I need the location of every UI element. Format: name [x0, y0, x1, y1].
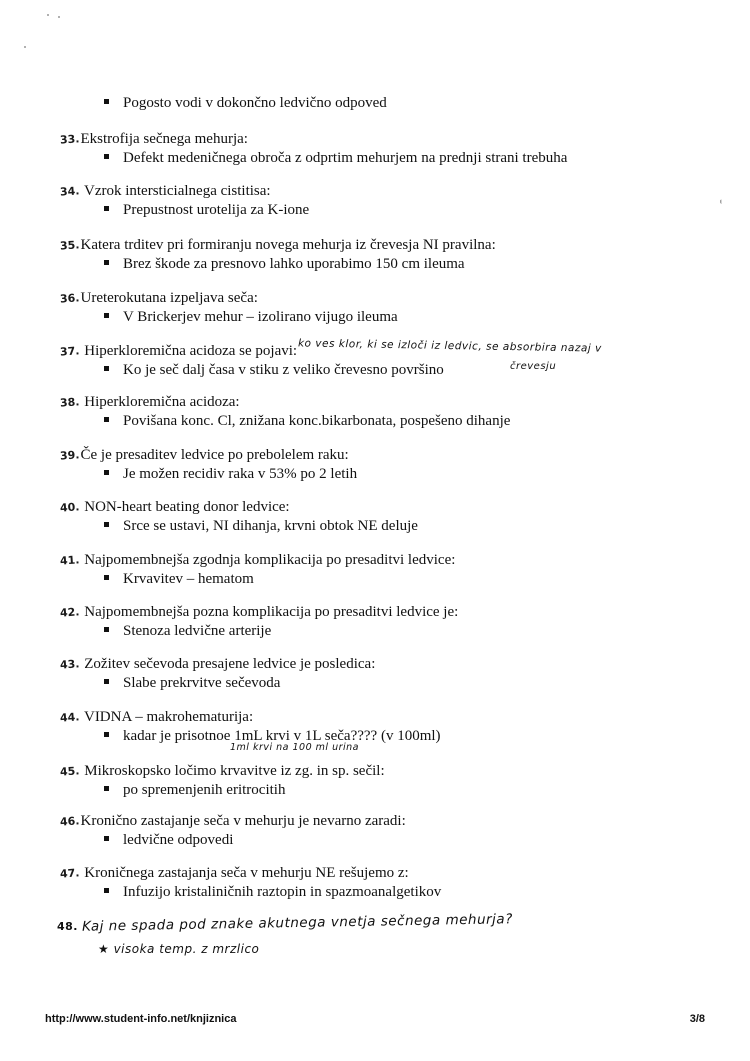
- scan-speck: [47, 14, 49, 16]
- answer-line: [104, 412, 740, 430]
- answer-text: Stenoza ledvične arterije: [123, 623, 272, 639]
- bullet-icon: [104, 786, 109, 791]
- list-item: [60, 94, 740, 112]
- question-text: Če je presaditev ledvice po prebolelem raku:: [80, 447, 349, 463]
- bullet-icon: [104, 732, 109, 737]
- handwritten-note: ko ves klor, ki se izloči iz ledvic, se absorbira nazaj v: [297, 337, 602, 355]
- list-item: [60, 864, 740, 901]
- question-number: 35.: [59, 238, 80, 253]
- question-text: Kroničnega zastajanja seča v mehurju NE rešujemo z:: [84, 865, 409, 881]
- answer-line: [104, 727, 740, 745]
- question-line: [60, 708, 740, 727]
- answer-line: [104, 781, 740, 799]
- question-number: 38.: [59, 395, 80, 410]
- question-number: 33.: [59, 132, 80, 147]
- handwritten-answer: ★ visoka temp. z mrzlico: [98, 942, 260, 956]
- answer-line: [104, 308, 740, 326]
- question-text: VIDNA – makrohematurija:: [83, 709, 254, 725]
- question-text: Katera trditev pri formiranju novega mehurja iz črevesja NI pravilna:: [80, 237, 496, 253]
- answer-line: [104, 517, 740, 535]
- answer-text: Slabe prekrvitve sečevoda: [123, 675, 281, 691]
- list-item: [60, 498, 740, 535]
- question-number: 37.: [59, 344, 80, 359]
- bullet-icon: [104, 575, 109, 580]
- question-text: Zožitev sečevoda presajene ledvice je posledica:: [84, 656, 376, 672]
- question-text: Ureterokutana izpeljava seča:: [80, 290, 258, 306]
- answer-text: Ko je seč dalj časa v stiku z veliko črevesno površino: [123, 362, 444, 378]
- list-item: [60, 708, 740, 745]
- page-number: 3/8: [689, 1013, 705, 1025]
- question-number: 46.: [59, 814, 80, 829]
- question-line: [60, 236, 740, 255]
- question-line: [60, 130, 740, 149]
- answer-line: [104, 883, 740, 901]
- list-item: [60, 130, 740, 167]
- answer-line: [104, 201, 740, 219]
- answer-text: kadar je prisotnoe 1mL krvi v 1L seča???? (v 100ml): [123, 728, 441, 744]
- handwritten-question-number: 48.: [57, 920, 78, 933]
- answer-line: [104, 94, 740, 112]
- list-item: [60, 446, 740, 483]
- question-line: [60, 182, 740, 201]
- bullet-icon: [104, 154, 109, 159]
- answer-line: [104, 622, 740, 640]
- answer-text: Srce se ustavi, NI dihanja, krvni obtok NE deluje: [123, 518, 418, 534]
- question-text: Mikroskopsko ločimo krvavitve iz zg. in sp. sečil:: [84, 763, 385, 779]
- list-item: [60, 603, 740, 640]
- list-item: [60, 393, 740, 430]
- answer-line: [104, 465, 740, 483]
- list-item: [60, 236, 740, 273]
- question-number: 34.: [59, 184, 80, 199]
- question-line: [60, 655, 740, 674]
- list-item: [60, 182, 740, 219]
- answer-text: Krvavitev – hematom: [123, 571, 254, 587]
- bullet-icon: [104, 417, 109, 422]
- footer-url[interactable]: http://www.student-info.net/knjiznica: [45, 1013, 237, 1025]
- question-text: Kronično zastajanje seča v mehurju je nevarno zaradi:: [80, 813, 406, 829]
- question-number: 39.: [59, 448, 80, 463]
- question-text: Vzrok intersticialnega cistitisa:: [83, 183, 271, 199]
- question-line: [60, 393, 740, 412]
- question-line: [60, 762, 740, 781]
- answer-text: Povišana konc. Cl, znižana konc.bikarbonata, pospešeno dihanje: [123, 413, 511, 429]
- question-line: [60, 551, 740, 570]
- answer-text: Defekt medeničnega obroča z odprtim mehurjem na prednji strani trebuha: [123, 150, 568, 166]
- answer-text: V Brickerjev mehur – izolirano vijugo ileuma: [123, 309, 398, 325]
- question-line: [60, 446, 740, 465]
- question-text: Ekstrofija sečnega mehurja:: [80, 131, 248, 147]
- question-line: [60, 289, 740, 308]
- question-number: 42.: [59, 605, 80, 620]
- bullet-icon: [104, 836, 109, 841]
- question-number: 45.: [59, 764, 80, 779]
- answer-line: [104, 255, 740, 273]
- question-line: [60, 603, 740, 622]
- answer-line: [104, 570, 740, 588]
- scan-mark: ı: [720, 197, 723, 206]
- list-item: [60, 762, 740, 799]
- question-text: Najpomembnejša zgodnja komplikacija po presaditvi ledvice:: [84, 552, 456, 568]
- answer-line: [104, 361, 740, 379]
- answer-text: po spremenjenih eritrocitih: [123, 782, 286, 798]
- question-text: Najpomembnejša pozna komplikacija po presaditvi ledvice je:: [84, 604, 459, 620]
- list-item: [60, 551, 740, 588]
- question-number: 47.: [59, 866, 80, 881]
- answer-text: Infuzijo kristaliničnih raztopin in spazmoanalgetikov: [123, 884, 442, 900]
- answer-line: [104, 674, 740, 692]
- question-number: 43.: [59, 657, 80, 672]
- question-text: Hiperkloremična acidoza se pojavi:: [84, 343, 298, 359]
- scan-speck: [58, 16, 60, 18]
- bullet-icon: [104, 470, 109, 475]
- question-line: [60, 812, 740, 831]
- answer-text: ledvične odpovedi: [123, 832, 234, 848]
- question-number: 44.: [59, 710, 80, 725]
- bullet-icon: [104, 206, 109, 211]
- answer-line: [104, 831, 740, 849]
- handwritten-note: 1ml krvi na 100 ml urina: [230, 742, 359, 753]
- bullet-icon: [104, 366, 109, 371]
- answer-text: Brez škode za presnovo lahko uporabimo 150 cm ileuma: [123, 256, 465, 272]
- answer-text: Je možen recidiv raka v 53% po 2 letih: [123, 466, 358, 482]
- scan-speck: [24, 46, 26, 48]
- bullet-icon: [104, 679, 109, 684]
- question-number: 36.: [59, 291, 80, 306]
- bullet-icon: [104, 313, 109, 318]
- question-line: [60, 498, 740, 517]
- handwritten-question: Kaj ne spada pod znake akutnega vnetja sečnega mehurja?: [81, 911, 513, 935]
- list-item: [60, 289, 740, 326]
- handwritten-note: črevesju: [510, 361, 557, 372]
- bullet-icon: [104, 888, 109, 893]
- question-line: [60, 864, 740, 883]
- question-number: 40.: [59, 500, 80, 515]
- bullet-icon: [104, 99, 109, 104]
- list-item: [60, 812, 740, 849]
- question-text: NON-heart beating donor ledvice:: [84, 499, 290, 515]
- answer-text: Prepustnost urotelija za K-ione: [123, 202, 310, 218]
- answer-line: [104, 149, 740, 167]
- answer-text: Pogosto vodi v dokončno ledvično odpoved: [123, 95, 387, 111]
- bullet-icon: [104, 260, 109, 265]
- bullet-icon: [104, 627, 109, 632]
- question-number: 41.: [59, 553, 80, 568]
- bullet-icon: [104, 522, 109, 527]
- question-text: Hiperkloremična acidoza:: [84, 394, 240, 410]
- list-item: [60, 655, 740, 692]
